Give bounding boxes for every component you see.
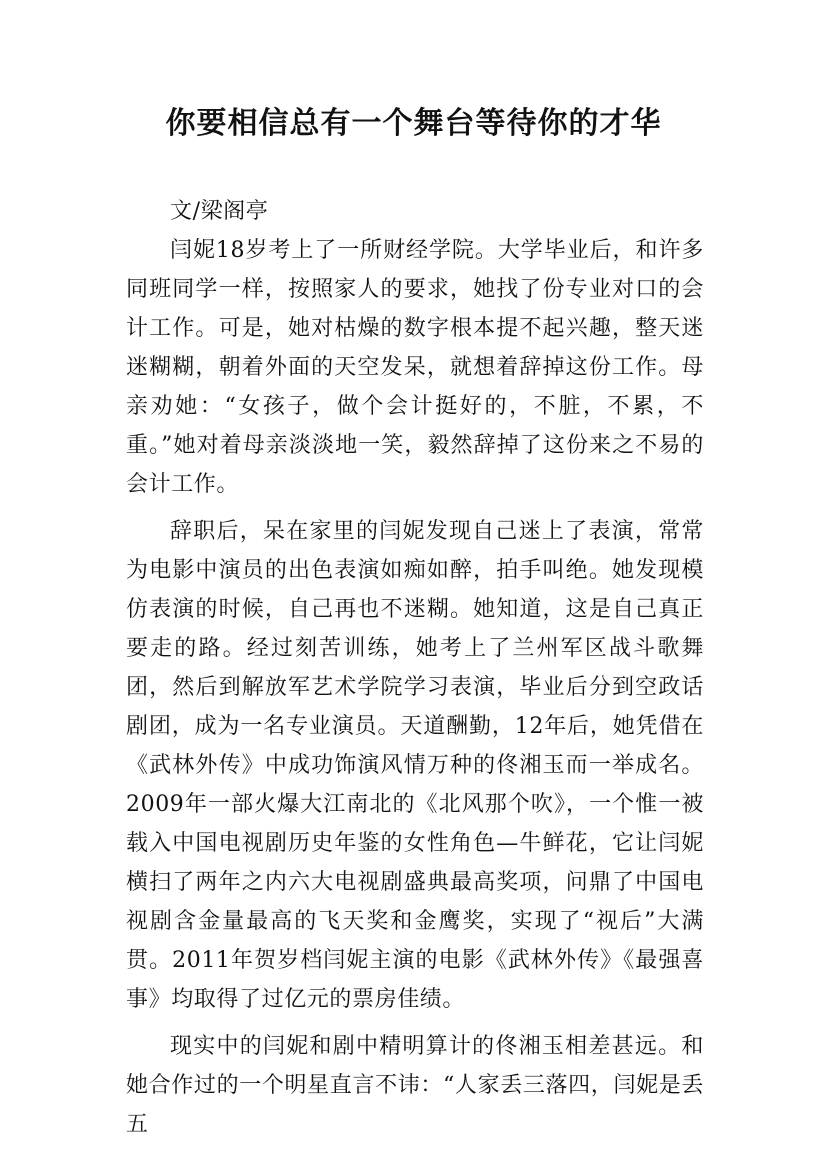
paragraph-1: 闫妮18岁考上了一所财经学院。大学毕业后，和许多同班同学一样，按照家人的要求，她找了份专业对口的会计工作。可是，她对枯燥的数字根本提不起兴趣，整天迷迷糊糊，朝着外面的天空发呆，就想着辞掉这份工作。母亲劝她：“女孩子，做个会计挺好的，不脏，不累，不重。”她对着母亲淡淡地一笑，毅然辞掉了这份来之不易的会计工作。	[126, 238, 704, 497]
author-byline: 文/梁阁亭	[170, 199, 269, 224]
document-body	[126, 192, 704, 1144]
document-title: 你要相信总有一个舞台等待你的才华	[165, 106, 662, 141]
paragraph-3: 现实中的闫妮和剧中精明算计的佟湘玉相差甚远。和她合作过的一个明星直言不讳：“人家丢三落四，闫妮是丢五	[126, 1034, 704, 1137]
paragraph-2: 辞职后，呆在家里的闫妮发现自己迷上了表演，常常为电影中演员的出色表演如痴如醉，拍手叫绝。她发现模仿表演的时候，自己再也不迷糊。她知道，这是自己真正要走的路。经过刻苦训练，她考上了兰州军区战斗歌舞团，然后到解放军艺术学院学习表演，毕业后分到空政话剧团，成为一名专业演员。天道酬勤，12年后，她凭借在《武林外传》中成功饰演风情万种的佟湘玉而一举成名。2009年一部火爆大江南北的《北风那个吹》，一个惟一被载入中国电视剧历史年鉴的女性角色—牛鲜花，它让闫妮横扫了两年之内六大电视剧盛典最高奖项，问鼎了中国电视剧含金量最高的飞天奖和金鹰奖，实现了“视后”大满贯。2011年贺岁档闫妮主演的电影《武林外传》《最强喜事》均取得了过亿元的票房佳绩。	[126, 519, 704, 1012]
